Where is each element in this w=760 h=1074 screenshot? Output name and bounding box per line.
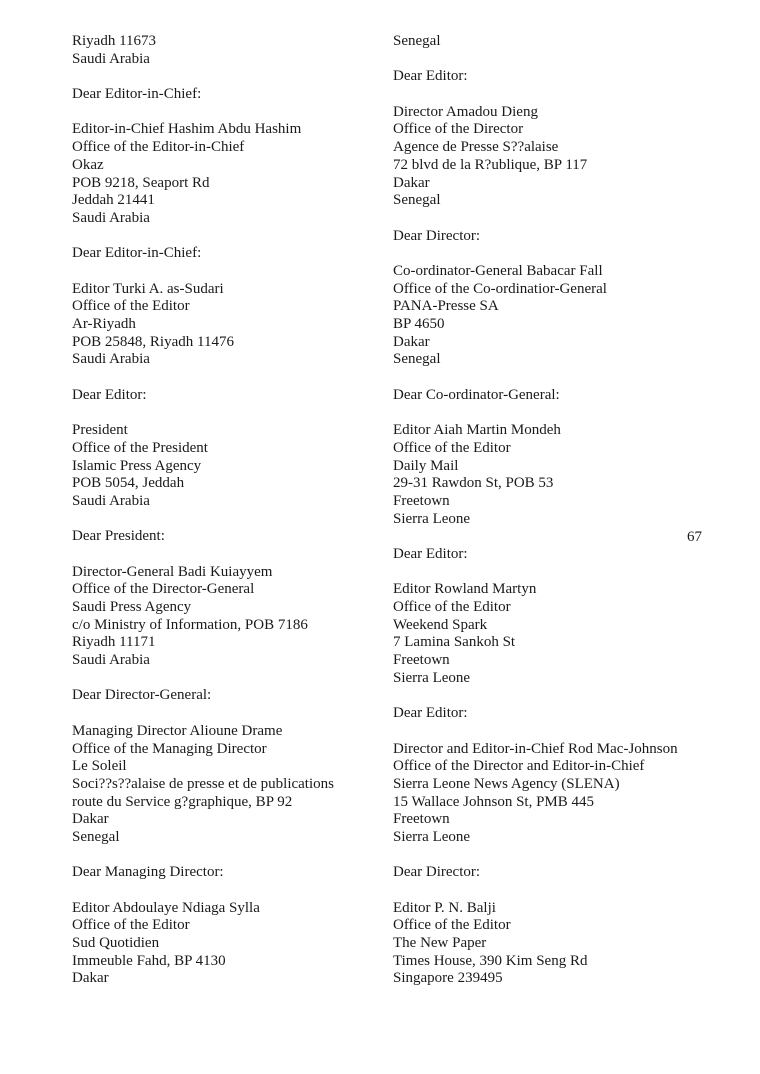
address-line: Sierra Leone: [393, 669, 471, 686]
right-column: [393, 33, 723, 988]
address-line: 72 blvd de la R?ublique, BP 117: [393, 156, 588, 173]
address-line: The New Paper: [393, 935, 487, 952]
address-line: Daily Mail: [393, 457, 459, 474]
address-line: Islamic Press Agency: [72, 457, 202, 474]
address-line: BP 4650: [393, 316, 445, 332]
blank-line: [72, 263, 387, 281]
address-line: Le Soleil: [72, 758, 127, 775]
address-line: Senegal: [393, 351, 441, 368]
address-line: Co-ordinator-General Babacar Fall: [393, 262, 603, 279]
address-line: Saudi Arabia: [72, 351, 150, 368]
blank-line: [393, 86, 723, 104]
blank-line: [72, 404, 387, 422]
salutation-line: Dear Editor:: [393, 68, 468, 85]
address-line: President: [72, 422, 128, 439]
left-column: [72, 33, 387, 988]
blank-line: [393, 210, 723, 228]
salutation-line: Dear Director-General:: [72, 687, 212, 704]
blank-line: [393, 687, 723, 705]
salutation-line: Dear Managing Director:: [72, 864, 224, 881]
address-line: Editor Abdoulaye Ndiaga Sylla: [72, 899, 260, 916]
address-line: c/o Ministry of Information, POB 7186: [72, 616, 308, 633]
salutation-line: Dear Editor:: [393, 705, 468, 722]
address-line: Saudi Arabia: [72, 50, 150, 67]
blank-line: [393, 369, 723, 387]
address-line: Agence de Presse S??alaise: [393, 139, 559, 156]
address-line: Okaz: [72, 156, 104, 173]
blank-line: [393, 528, 723, 546]
address-line: Office of the Co-ordinatior-General: [393, 280, 607, 297]
address-line: Office of the Director: [393, 121, 524, 138]
address-line: Editor Rowland Martyn: [393, 581, 537, 598]
salutation-line: Dear Editor-in-Chief:: [72, 86, 202, 103]
blank-line: [393, 723, 723, 741]
address-line: POB 25848, Riyadh 11476: [72, 333, 234, 350]
address-line: 7 Lamina Sankoh St: [393, 634, 516, 651]
address-line: Senegal: [393, 33, 441, 49]
address-line: PANA-Presse SA: [393, 298, 499, 315]
blank-line: [72, 670, 387, 688]
blank-line: [393, 882, 723, 900]
address-line: Dakar: [72, 811, 109, 828]
address-line: Director-General Badi Kuiayyem: [72, 563, 273, 580]
blank-line: [393, 404, 723, 422]
address-line: Times House, 390 Kim Seng Rd: [393, 952, 588, 969]
address-line: Saudi Arabia: [72, 209, 150, 226]
address-line: Sierra Leone: [393, 510, 471, 527]
blank-line: [72, 104, 387, 122]
address-line: Office of the Director-General: [72, 581, 255, 598]
address-line: Saudi Press Agency: [72, 599, 192, 615]
address-line: Senegal: [72, 828, 120, 845]
address-line: Saudi Arabia: [72, 652, 150, 669]
address-line: Riyadh 11673: [72, 33, 157, 49]
address-line: Jeddah 21441: [72, 192, 155, 209]
address-line: Soci??s??alaise de presse et de publications: [72, 775, 334, 792]
blank-line: [72, 882, 387, 900]
address-line: Ar-Riyadh: [72, 316, 136, 332]
blank-line: [393, 564, 723, 582]
salutation-line: Dear Director:: [393, 864, 481, 881]
salutation-line: Dear Co-ordinator-General:: [393, 386, 560, 403]
address-line: Sud Quotidien: [72, 935, 160, 952]
address-line: Sierra Leone News Agency (SLENA): [393, 775, 620, 792]
address-line: Dakar: [393, 174, 430, 191]
salutation-line: Dear Editor:: [72, 386, 147, 403]
address-line: Office of the Editor: [393, 599, 511, 615]
address-line: POB 5054, Jeddah: [72, 475, 185, 492]
address-line: Freetown: [393, 811, 450, 828]
address-line: Dakar: [393, 333, 430, 350]
address-line: Sierra Leone: [393, 828, 471, 845]
blank-line: [72, 511, 387, 529]
blank-line: [72, 369, 387, 387]
salutation-line: Dear Editor:: [393, 545, 468, 562]
address-line: Freetown: [393, 492, 450, 509]
address-line: Freetown: [393, 652, 450, 669]
salutation-line: Dear Director:: [393, 227, 481, 244]
blank-line: [72, 228, 387, 246]
blank-line: [72, 705, 387, 723]
blank-line: [393, 847, 723, 865]
blank-line: [393, 51, 723, 69]
address-line: Dakar: [72, 970, 109, 987]
address-line: Editor Turki A. as-Sudari: [72, 280, 224, 297]
address-line: Singapore 239495: [393, 970, 503, 987]
address-line: Director and Editor-in-Chief Rod Mac-Johnson: [393, 740, 678, 757]
address-line: Office of the President: [72, 439, 208, 456]
address-line: Office of the Editor: [393, 917, 511, 934]
address-line: Weekend Spark: [393, 616, 488, 633]
address-line: route du Service g?graphique, BP 92: [72, 793, 293, 810]
address-line: Editor-in-Chief Hashim Abdu Hashim: [72, 121, 302, 138]
address-line: Managing Director Alioune Drame: [72, 722, 283, 739]
address-line: Office of the Editor: [393, 439, 511, 456]
salutation-line: Dear Editor-in-Chief:: [72, 245, 202, 262]
page-number: 67: [687, 529, 702, 545]
address-line: 29-31 Rawdon St, POB 53: [393, 475, 554, 492]
blank-line: [72, 68, 387, 86]
address-line: Riyadh 11171: [72, 634, 156, 651]
address-line: Immeuble Fahd, BP 4130: [72, 952, 226, 969]
blank-line: [72, 847, 387, 865]
address-line: Office of the Editor: [72, 917, 190, 934]
address-line: 15 Wallace Johnson St, PMB 445: [393, 793, 595, 810]
blank-line: [72, 546, 387, 564]
blank-line: [393, 245, 723, 263]
address-line: Office of the Managing Director: [72, 740, 267, 757]
address-line: Director Amadou Dieng: [393, 103, 538, 120]
salutation-line: Dear President:: [72, 528, 165, 545]
address-line: Saudi Arabia: [72, 492, 150, 509]
address-line: Office of the Editor: [72, 298, 190, 315]
address-line: Office of the Director and Editor-in-Chief: [393, 758, 645, 775]
address-line: Editor Aiah Martin Mondeh: [393, 422, 561, 439]
address-line: POB 9218, Seaport Rd: [72, 174, 210, 191]
address-line: Editor P. N. Balji: [393, 899, 496, 916]
address-line: Senegal: [393, 192, 441, 209]
address-line: Office of the Editor-in-Chief: [72, 139, 245, 156]
